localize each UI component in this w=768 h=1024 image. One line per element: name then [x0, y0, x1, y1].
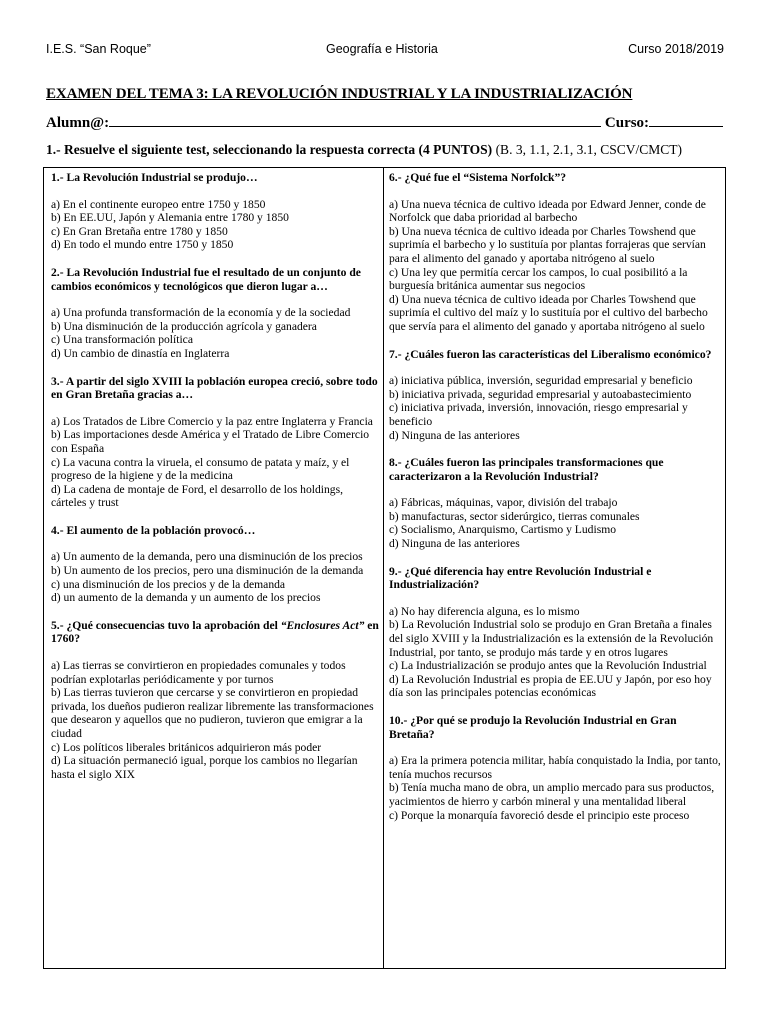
student-name-field[interactable]: [109, 114, 601, 127]
answer-option[interactable]: d) Ninguna de las anteriores: [389, 428, 520, 442]
answer-option[interactable]: b) Las tierras tuvieron que cercarse y se convirtieron en propiedad privada, los dueños pudieron realizar libremente las transformaciones que desearon y aquellos que no pudieron, tuvieron que emigrar a la ciudad: [51, 686, 374, 740]
answer-option[interactable]: b) Una nueva técnica de cultivo ideada por Charles Towshend que suprimía el barbecho y lo sustituía por plantas forrajeras que servían para el alimento del ganado y aportaba nitrógeno al suelo: [389, 224, 706, 265]
answer-option[interactable]: a) Una nueva técnica de cultivo ideada por Edward Jenner, conde de Norfolck que daba prioridad al barbecho: [389, 197, 706, 225]
question-column-left: [44, 168, 384, 968]
instructions-criteria: (B. 3, 1.1, 2.1, 3.1, CSCV/CMCT): [492, 142, 682, 157]
instructions-main: 1.- Resuelve el siguiente test, seleccionando la respuesta correcta (4 PUNTOS): [46, 142, 493, 157]
question-1: [51, 171, 379, 252]
answer-option[interactable]: c) una disminución de los precios y de la demanda: [51, 577, 286, 591]
answer-option[interactable]: c) Porque la monarquía favoreció desde el principio este proceso: [389, 808, 690, 822]
answer-option[interactable]: c) iniciativa privada, inversión, innovación, riesgo empresarial y beneficio: [389, 401, 688, 428]
answer-option[interactable]: a) Una profunda transformación de la economía y de la sociedad: [51, 306, 351, 320]
answer-option[interactable]: d) La situación permaneció igual, porque los cambios no llegarían hasta el siglo XIX: [51, 754, 358, 781]
page-header: [46, 42, 724, 60]
question-text: 8.- ¿Cuáles fueron las principales transformaciones que caracterizaron a la Revolución Industrial?: [389, 456, 664, 483]
answer-option[interactable]: b) La Revolución Industrial solo se produjo en Gran Bretaña a finales del siglo XVIII y la Industrialización es la extensión de la Revolución Industrial, por tanto, se produjo más tarde y en otros lugares: [389, 618, 714, 659]
instructions: [46, 142, 736, 158]
answer-option[interactable]: b) iniciativa privada, seguridad empresarial y autoabastecimiento: [389, 387, 692, 401]
answer-option[interactable]: c) Socialismo, Anarquismo, Cartismo y Ludismo: [389, 523, 617, 537]
answer-option[interactable]: b) manufacturas, sector siderúrgico, tierras comunales: [389, 509, 640, 523]
course-label: Curso:: [604, 115, 650, 131]
question-text: [51, 619, 379, 646]
question-text: 6.- ¿Qué fue el “Sistema Norfolck”?: [389, 171, 567, 184]
answer-option[interactable]: d) En todo el mundo entre 1750 y 1850: [51, 238, 234, 252]
answer-option[interactable]: b) Tenía mucha mano de obra, un amplio mercado para sus productos, yacimientos de hierro y carbón mineral y una mentalidad liberal: [389, 781, 715, 808]
answer-option[interactable]: a) No hay diferencia alguna, es lo mismo: [389, 604, 580, 618]
question-text: 1.- La Revolución Industrial se produjo…: [51, 171, 258, 184]
question-5: [51, 619, 379, 782]
answer-option[interactable]: c) La vacuna contra la viruela, el consumo de patata y maíz, y el progreso de la higiene y de la medicina: [51, 455, 350, 483]
question-7: [389, 348, 721, 443]
student-info-line: [46, 114, 726, 132]
student-name-label: Alumn@:: [46, 115, 110, 131]
question-text: 10.- ¿Por qué se produjo la Revolución Industrial en Gran Bretaña?: [389, 714, 677, 741]
answer-option[interactable]: c) Los políticos liberales británicos adquirieron más poder: [51, 740, 322, 754]
exam-title: EXAMEN DEL TEMA 3: LA REVOLUCIÓN INDUSTRIAL Y LA INDUSTRIALIZACIÓN: [46, 86, 633, 102]
answer-option[interactable]: a) En el continente europeo entre 1750 y 1850: [51, 197, 266, 211]
question-4: [51, 524, 379, 605]
question-column-right: [384, 168, 725, 968]
question-text: 2.- La Revolución Industrial fue el resultado de un conjunto de cambios económicos y tecnológicos que dieron lugar a…: [51, 265, 361, 293]
course-year: Curso 2018/2019: [628, 42, 724, 56]
answer-option[interactable]: d) La cadena de montaje de Ford, el desarrollo de los holdings, cárteles y trust: [51, 482, 344, 510]
answer-option[interactable]: a) Fábricas, máquinas, vapor, división del trabajo: [389, 496, 618, 510]
answer-option[interactable]: c) Una ley que permitía cercar los campos, lo cual posibilitó a la burguesía británica aumentar sus negocios: [389, 265, 688, 293]
answer-option[interactable]: a) Las tierras se convirtieron en propiedades comunales y todos podrían explotarlas periódicamente y por turnos: [51, 659, 346, 686]
answer-option[interactable]: a) iniciativa pública, inversión, seguridad empresarial y beneficio: [389, 374, 693, 388]
question-text: 4.- El aumento de la población provocó…: [51, 523, 256, 537]
question-text-end: en 1760?: [51, 618, 379, 646]
answer-option[interactable]: d) un aumento de la demanda y un aumento de los precios: [51, 591, 321, 605]
answer-option[interactable]: a) Un aumento de la demanda, pero una disminución de los precios: [51, 550, 363, 564]
answer-option[interactable]: d) La Revolución Industrial es propia de EE.UU y Japón, por eso hoy día son las principales potencias económicas: [389, 672, 712, 700]
answer-option[interactable]: c) En Gran Bretaña entre 1780 y 1850: [51, 224, 228, 238]
question-2: [51, 266, 379, 361]
answer-option[interactable]: b) En EE.UU, Japón y Alemania entre 1780 y 1850: [51, 211, 289, 225]
question-3: [51, 375, 379, 510]
question-text-start: 5.- ¿Qué consecuencias tuvo la aprobación del: [51, 618, 281, 632]
answer-option[interactable]: c) Una transformación política: [51, 333, 193, 347]
subject-name: Geografía e Historia: [326, 42, 438, 56]
question-text-emphasis: “Enclosures Act”: [280, 618, 365, 632]
answer-option[interactable]: a) Era la primera potencia militar, había conquistado la India, por tanto, tenía muchos recursos: [389, 754, 721, 781]
question-text: 7.- ¿Cuáles fueron las características del Liberalismo económico?: [389, 347, 712, 361]
answer-option[interactable]: c) La Industrialización se produjo antes que la Revolución Industrial: [389, 659, 707, 673]
course-field[interactable]: [649, 114, 723, 127]
answer-option[interactable]: d) Ninguna de las anteriores: [389, 537, 520, 551]
answer-option[interactable]: b) Las importaciones desde América y el Tratado de Libre Comercio con España: [51, 428, 370, 455]
question-table: [43, 167, 726, 969]
answer-option[interactable]: d) Una nueva técnica de cultivo ideada por Charles Towshend que suprimía el cultivo del maíz y lo sustituía por el cultivo del barbecho que servía para el alimento del ganado y aportaba nitrógeno al suelo: [389, 292, 708, 333]
question-9: [389, 565, 721, 700]
question-8: [389, 456, 721, 551]
answer-option[interactable]: b) Un aumento de los precios, pero una disminución de la demanda: [51, 564, 364, 578]
school-name: I.E.S. “San Roque”: [46, 42, 151, 56]
question-10: [389, 714, 721, 822]
answer-option[interactable]: a) Los Tratados de Libre Comercio y la paz entre Inglaterra y Francia: [51, 414, 373, 428]
question-text: 9.- ¿Qué diferencia hay entre Revolución Industrial e Industrialización?: [389, 564, 652, 592]
question-text: 3.- A partir del siglo XVIII la población europea creció, sobre todo en Gran Bretaña gracias a…: [51, 374, 378, 402]
answer-option[interactable]: b) Una disminución de la producción agrícola y ganadera: [51, 319, 317, 333]
answer-option[interactable]: d) Un cambio de dinastía en Inglaterra: [51, 346, 230, 360]
question-6: [389, 171, 721, 334]
